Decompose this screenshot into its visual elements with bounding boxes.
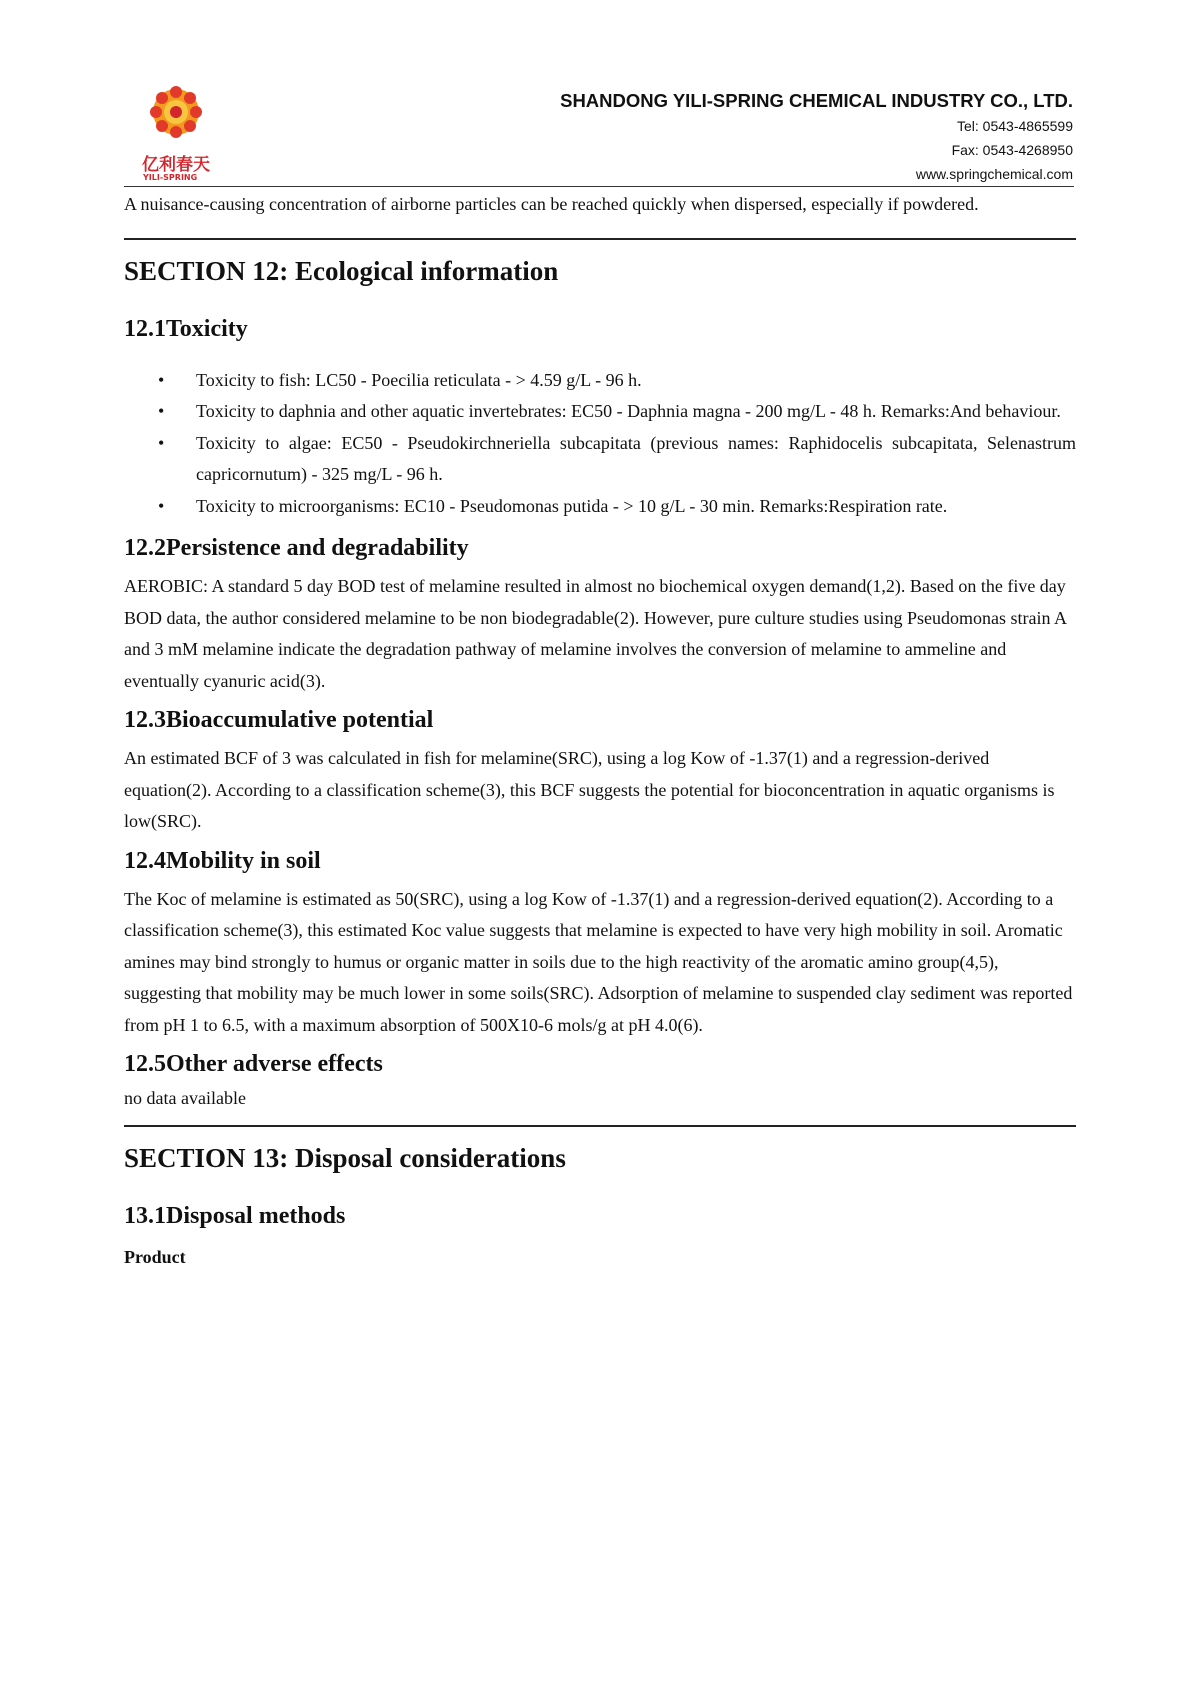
- toxicity-heading: 12.1Toxicity: [124, 315, 248, 342]
- logo-chinese-text: 亿利春天: [142, 155, 210, 175]
- disposal-methods-heading: 13.1Disposal methods: [124, 1202, 346, 1229]
- section-12-title: SECTION 12: Ecological information: [124, 255, 559, 286]
- list-item: • Toxicity to fish: LC50 - Poecilia reticulata - > 4.59 g/L - 96 h.: [196, 365, 1076, 397]
- header-divider: [124, 186, 1074, 187]
- company-tel: Tel: 0543-4865599: [957, 118, 1073, 134]
- company-website: www.springchemical.com: [915, 166, 1073, 182]
- company-fax: Fax: 0543-4268950: [951, 142, 1073, 158]
- product-subheading: Product: [124, 1246, 186, 1267]
- toxicity-list: [124, 365, 1076, 523]
- logo-english-text: YILI-SPRING: [143, 173, 198, 182]
- document-body: [124, 189, 1076, 1268]
- other-effects-paragraph: no data available: [124, 1088, 246, 1108]
- section-divider: [124, 1125, 1076, 1127]
- list-item: • Toxicity to microorganisms: EC10 - Pseudomonas putida - > 10 g/L - 30 min. Remarks:Respiration rate.: [196, 491, 1076, 523]
- persistence-paragraph: AEROBIC: A standard 5 day BOD test of melamine resulted in almost no biochemical oxygen demand(1,2). Based on the five day BOD data, the author considered melamine to be non biodegradable(2). However, pure culture studies using Pseudomonas strain A and 3 mM melamine indicate the degradation pathway of melamine involves the conversion of melamine to ammeline and eventually cyanuric acid(3).: [124, 576, 1067, 691]
- bioaccumulative-heading: 12.3Bioaccumulative potential: [124, 707, 434, 733]
- mobility-paragraph: The Koc of melamine is estimated as 50(SRC), using a log Kow of -1.37(1) and a regression-derived equation(2). According to a classification scheme(3), this estimated Koc value suggests that melamine is expected to have very high mobility in soil. Aromatic amines may bind strongly to humus or organic matter in soils due to the high reactivity of the aromatic amino group(4,5), suggesting that mobility may be much lower in some soils(SRC). Adsorption of melamine to suspended clay sediment was reported from pH 1 to 6.5, with a maximum absorption of 500X10-6 mols/g at pH 4.0(6).: [124, 888, 1073, 1035]
- section-divider: [124, 238, 1076, 240]
- list-item: • Toxicity to algae: EC50 - Pseudokirchneriella subcapitata (previous names: Raphidocelis subcapitata, Selenastrum capricornutum) - 325 mg/L - 96 h.: [196, 428, 1076, 491]
- mobility-heading: 12.4Mobility in soil: [124, 847, 321, 874]
- company-name: SHANDONG YILI-SPRING CHEMICAL INDUSTRY CO., LTD.: [560, 90, 1073, 111]
- section-13-title: SECTION 13: Disposal considerations: [124, 1142, 566, 1173]
- list-item: • Toxicity to daphnia and other aquatic invertebrates: EC50 - Daphnia magna - 200 mg/L - 48 h. Remarks:And behaviour.: [196, 396, 1076, 428]
- intro-paragraph: A nuisance-causing concentration of airborne particles can be reached quickly when dispersed, especially if powdered.: [124, 194, 979, 214]
- bioaccumulative-paragraph: An estimated BCF of 3 was calculated in fish for melamine(SRC), using a log Kow of -1.37(1) and a regression-derived equation(2). According to a classification scheme(3), this BCF suggests the potential for bioconcentration in aquatic organisms is low(SRC).: [124, 748, 1055, 831]
- persistence-heading: 12.2Persistence and degradability: [124, 535, 469, 561]
- other-effects-heading: 12.5Other adverse effects: [124, 1051, 383, 1077]
